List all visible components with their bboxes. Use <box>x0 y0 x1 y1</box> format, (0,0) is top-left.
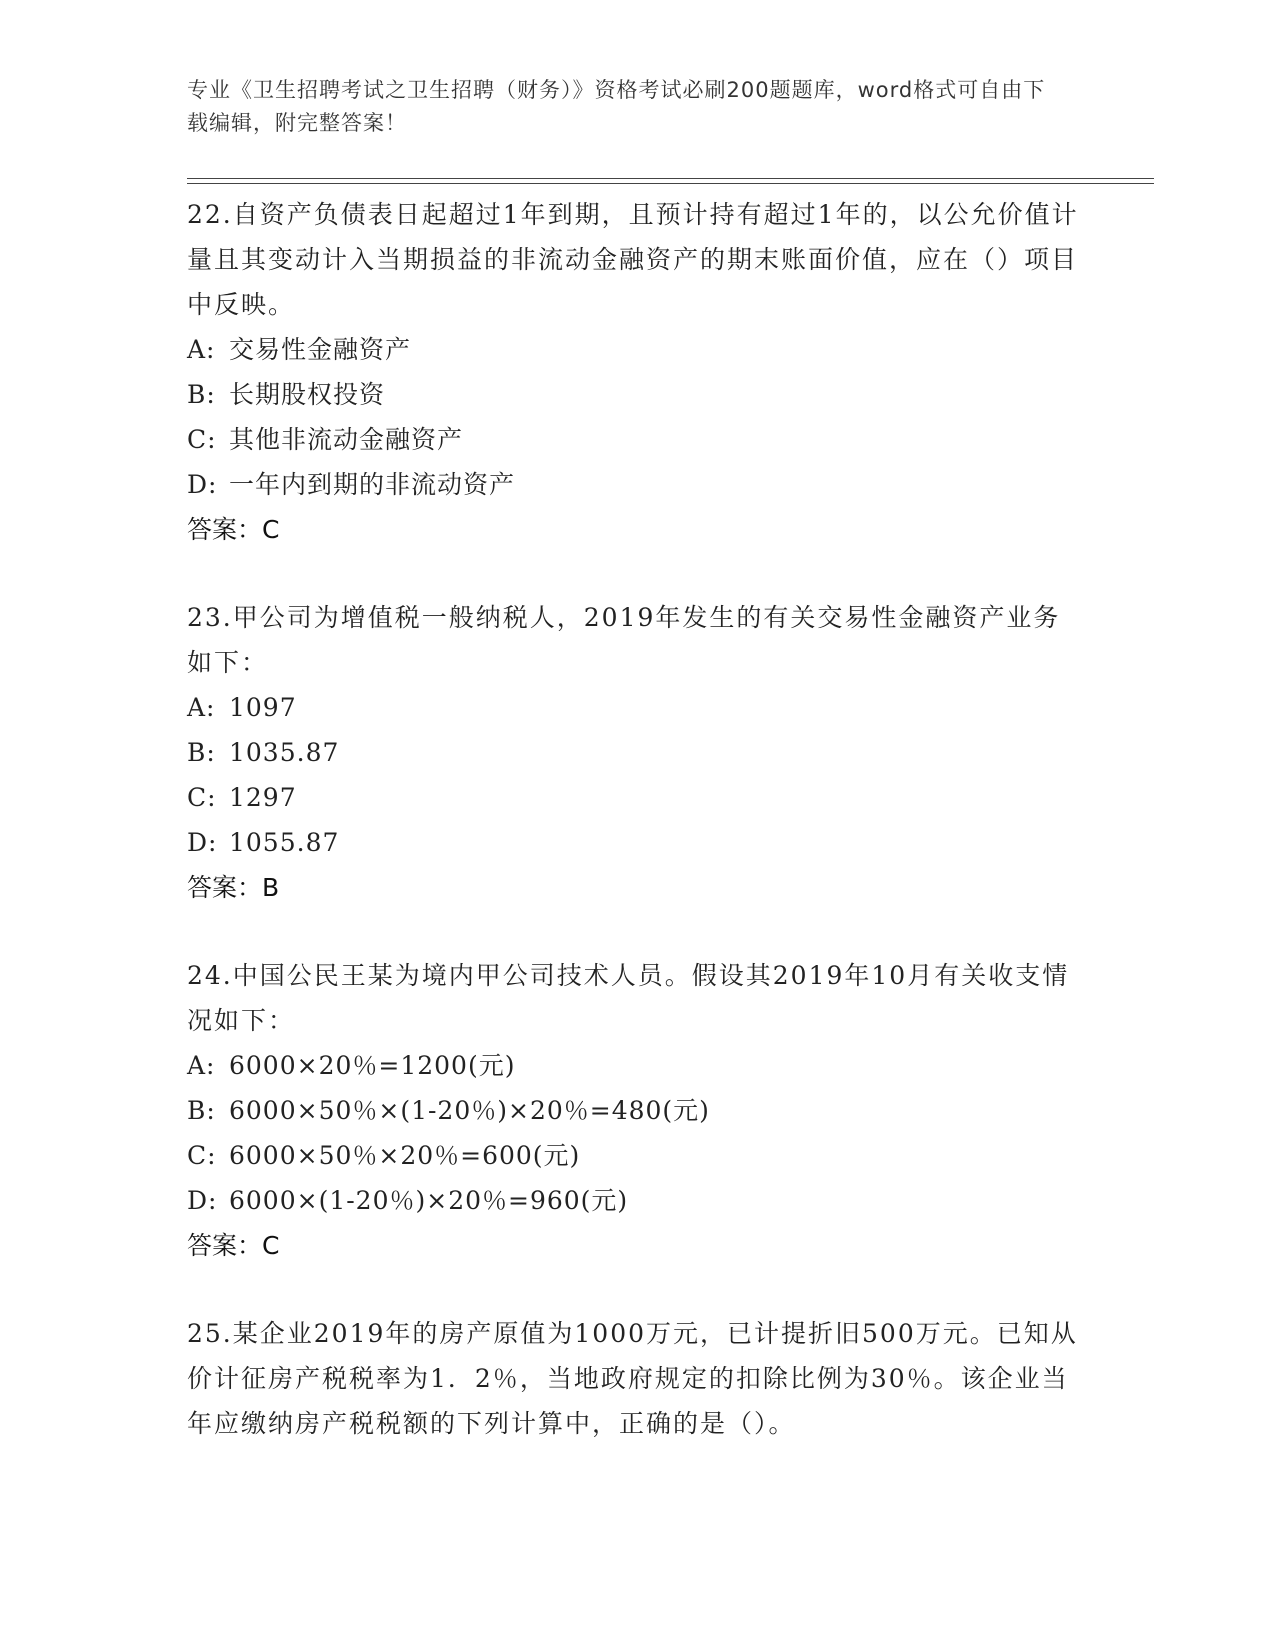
option-d <box>187 820 1087 865</box>
document-header: 专业《卫生招聘考试之卫生招聘（财务）》资格考试必刷200题题库，word格式可自由下载编辑，附完整答案！ <box>187 78 1046 135</box>
option-a <box>187 1043 1087 1088</box>
option-letter: B: <box>187 380 216 409</box>
option-text: 6000×(1-20％)×20％=960(元) <box>229 1186 629 1215</box>
option-text: 1297 <box>229 783 297 812</box>
header-divider-line <box>187 178 1154 179</box>
option-text: 6000×50％×(1-20％)×20％=480(元) <box>229 1096 710 1125</box>
header-divider-line-secondary <box>187 183 1154 184</box>
option-letter: A: <box>187 693 216 722</box>
option-c <box>187 417 1087 462</box>
answer-label: 答案：C <box>187 515 280 544</box>
option-a <box>187 685 1087 730</box>
question-stem: 24.中国公民王某为境内甲公司技术人员。假设其2019年10月有关收支情况如下： <box>187 961 1070 1035</box>
option-d <box>187 462 1087 507</box>
option-letter: C: <box>187 1141 217 1170</box>
option-b <box>187 1088 1087 1133</box>
option-text: 其他非流动金融资产 <box>229 425 464 454</box>
question-stem: 23.甲公司为增值税一般纳税人，2019年发生的有关交易性金融资产业务如下： <box>187 603 1061 677</box>
option-text: 长期股权投资 <box>229 380 386 409</box>
option-a <box>187 327 1087 372</box>
option-letter: D: <box>187 828 218 857</box>
question-22 <box>187 192 1087 553</box>
option-letter: D: <box>187 470 218 499</box>
option-letter: A: <box>187 335 216 364</box>
option-text: 1035.87 <box>229 738 340 767</box>
question-stem: 25.某企业2019年的房产原值为1000万元，已计提折旧500万元。已知从价计征房产税税率为1．2％，当地政府规定的扣除比例为30％。该企业当年应缴纳房产税税额的下列计算中，正确的是（）。 <box>187 1319 1078 1438</box>
answer-label: 答案：B <box>187 873 280 902</box>
option-c <box>187 775 1087 820</box>
option-c <box>187 1133 1087 1178</box>
option-text: 一年内到期的非流动资产 <box>229 470 516 499</box>
option-d <box>187 1178 1087 1223</box>
option-letter: C: <box>187 425 217 454</box>
option-text: 1097 <box>229 693 297 722</box>
option-text: 6000×50％×20％=600(元) <box>229 1141 581 1170</box>
question-25 <box>187 1311 1087 1446</box>
option-b <box>187 730 1087 775</box>
option-letter: A: <box>187 1051 216 1080</box>
option-b <box>187 372 1087 417</box>
option-letter: D: <box>187 1186 218 1215</box>
option-letter: B: <box>187 1096 216 1125</box>
question-stem: 22.自资产负债表日起超过1年到期，且预计持有超过1年的，以公允价值计量且其变动计入当期损益的非流动金融资产的期末账面价值，应在（）项目中反映。 <box>187 200 1079 319</box>
question-list <box>187 192 1087 1488</box>
option-letter: B: <box>187 738 216 767</box>
option-letter: C: <box>187 783 217 812</box>
answer-label: 答案：C <box>187 1231 280 1260</box>
question-24 <box>187 953 1087 1269</box>
question-23 <box>187 595 1087 911</box>
option-text: 6000×20％=1200(元) <box>229 1051 516 1080</box>
option-text: 交易性金融资产 <box>229 335 412 364</box>
option-text: 1055.87 <box>229 828 340 857</box>
